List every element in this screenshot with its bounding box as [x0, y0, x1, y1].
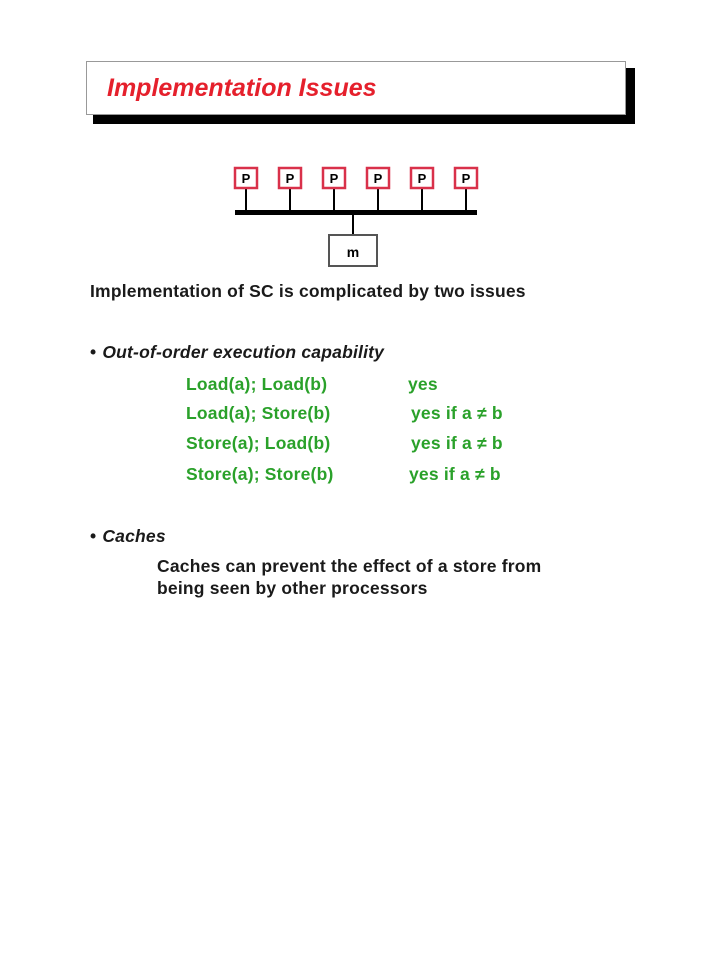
processor-connector: [421, 188, 423, 210]
code-result: yes: [408, 374, 438, 394]
processor-connector: [333, 188, 335, 210]
processor-node: [279, 168, 301, 210]
bullet-out-of-order: [90, 342, 384, 363]
processor-node: [411, 168, 433, 210]
processor-label: P: [417, 171, 427, 186]
processor-connector: [245, 188, 247, 210]
caches-body-line: Caches can prevent the effect of a store from: [157, 556, 542, 576]
code-result: yes if a ≠ b: [409, 464, 501, 484]
processor-node: [323, 168, 345, 210]
bullet-heading: Caches: [102, 526, 166, 546]
processor-connector: [289, 188, 291, 210]
processor-connector: [465, 188, 467, 210]
processor-node: [235, 168, 257, 210]
processor-label: P: [329, 171, 339, 186]
caches-body-line: being seen by other processors: [157, 578, 428, 598]
processor-label: P: [285, 171, 295, 186]
bullet-heading: Out-of-order execution capability: [102, 342, 385, 362]
code-result: yes if a ≠ b: [411, 403, 503, 423]
code-op: Store(a); Store(b): [186, 464, 334, 484]
title-box: [86, 61, 626, 115]
bullet-dot: •: [90, 342, 97, 362]
bullet-dot: •: [90, 526, 97, 546]
processor-node: [455, 168, 477, 210]
memory-connector: [352, 212, 354, 236]
processor-node: [367, 168, 389, 210]
code-result: yes if a ≠ b: [411, 433, 503, 453]
memory-label: m: [346, 244, 360, 260]
intro-text: Implementation of SC is complicated by two issues: [90, 281, 526, 301]
processor-label: P: [461, 171, 471, 186]
code-op: Load(a); Load(b): [186, 374, 328, 394]
bullet-caches: [90, 526, 166, 547]
code-op: Store(a); Load(b): [186, 433, 331, 453]
code-op: Load(a); Store(b): [186, 403, 331, 423]
bus-diagram: [225, 160, 485, 270]
processor-connector: [377, 188, 379, 210]
processor-label: P: [373, 171, 383, 186]
processor-label: P: [241, 171, 251, 186]
slide-title: Implementation Issues: [107, 74, 377, 102]
bus-line: [235, 210, 477, 215]
